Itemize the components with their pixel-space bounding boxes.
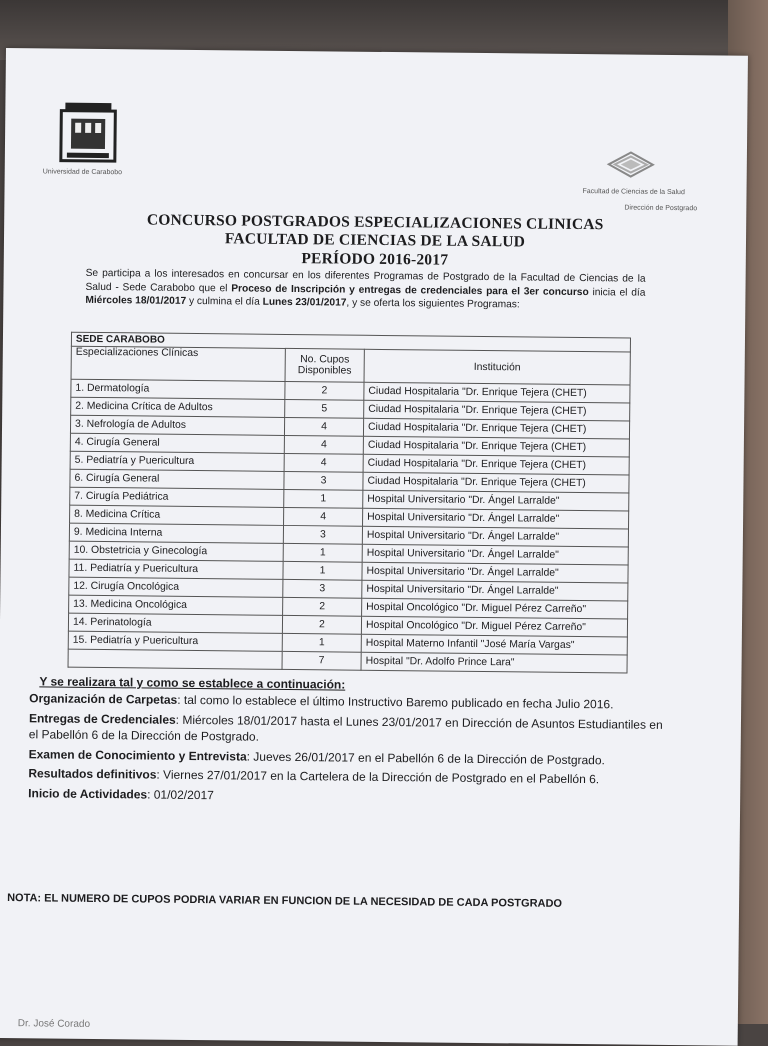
signature-text: Dr. José Corado — [17, 1018, 91, 1030]
schedule-item-text: : tal como lo establece el último Instructivo Baremo publicado en fecha Julio 2016. — [177, 692, 614, 712]
intro-bold-2: Miércoles 18/01/2017 — [85, 294, 187, 307]
schedule-item-text: : Viernes 27/01/2017 en la Cartelera de la Dirección de Postgrado en el Pabellón 6. — [156, 767, 600, 787]
cupos-cell: 4 — [284, 417, 363, 436]
schedule-heading: Y se realizara tal y como se establece a continuación: — [39, 674, 346, 692]
title-line-2: FACULTAD DE CIENCIAS DE LA SALUD — [224, 230, 526, 251]
especialidad-cell: 3. Nefrología de Adultos — [70, 415, 284, 435]
cupos-cell: 1 — [284, 489, 363, 508]
title-line-1: CONCURSO POSTGRADOS ESPECIALIZACIONES CLINICAS — [146, 211, 604, 234]
cupos-cell: 2 — [283, 597, 362, 616]
especialidad-cell — [68, 649, 282, 669]
header-institucion: Institución — [364, 349, 630, 385]
cupos-cell: 5 — [285, 399, 364, 418]
especialidad-cell: 5. Pediatría y Puericultura — [70, 451, 284, 471]
especialidad-cell: 11. Pediatría y Puericultura — [69, 559, 283, 579]
especialidad-cell: 1. Dermatología — [71, 379, 285, 399]
especialidad-cell: 4. Cirugía General — [70, 433, 284, 453]
schedule-item-text: : Jueves 26/01/2017 en el Pabellón 6 de la Dirección de Postgrado. — [246, 749, 605, 767]
institucion-cell: Hospital Materno Infantil "José María Vargas" — [361, 634, 627, 655]
note-text: NOTA: EL NUMERO DE CUPOS PODRIA VARIAR EN FUNCION DE LA NECESIDAD DE CADA POSTGRADO — [7, 892, 563, 910]
institucion-cell: Ciudad Hospitalaria "Dr. Enrique Tejera (CHET) — [363, 418, 629, 439]
especialidad-cell: 8. Medicina Crítica — [70, 505, 284, 525]
sede-label: SEDE CARABOBO — [71, 332, 630, 352]
especialidad-cell: 14. Perinatología — [68, 613, 282, 633]
header-especialidad: Especializaciones Clínicas — [71, 346, 285, 381]
schedule-item — [29, 710, 671, 750]
institucion-cell: Hospital Universitario "Dr. Ángel Larralde" — [363, 490, 629, 511]
schedule-item — [28, 785, 670, 808]
cupos-cell: 2 — [285, 381, 364, 400]
cupos-cell: 4 — [284, 453, 363, 472]
intro-bold-3: Lunes 23/01/2017 — [262, 296, 347, 309]
document-page — [0, 48, 748, 1046]
cupos-cell: 1 — [283, 543, 362, 562]
cupos-cell: 1 — [282, 633, 361, 652]
especialidad-cell: 10. Obstetricia y Ginecología — [69, 541, 283, 561]
programs-table — [68, 332, 631, 674]
schedule-item-label: Resultados definitivos — [28, 766, 157, 782]
institucion-cell: Hospital Universitario "Dr. Ángel Larralde" — [362, 526, 628, 547]
cupos-cell: 3 — [283, 525, 362, 544]
institucion-cell: Ciudad Hospitalaria "Dr. Enrique Tejera (CHET) — [363, 436, 629, 457]
especialidad-cell: 9. Medicina Interna — [69, 523, 283, 543]
intro-paragraph — [85, 267, 645, 313]
cupos-cell: 4 — [284, 435, 363, 454]
cupos-cell: 2 — [282, 615, 361, 634]
header-cupos: No. Cupos Disponibles — [285, 348, 364, 382]
cupos-cell: 7 — [282, 651, 361, 670]
especialidad-cell: 13. Medicina Oncológica — [69, 595, 283, 615]
schedule-item-label: Entregas de Credenciales — [28, 710, 176, 727]
intro-bold-1: Proceso de Inscripción y entregas de credenciales para el 3er concurso — [231, 282, 589, 298]
especialidad-cell: 15. Pediatría y Puericultura — [68, 631, 282, 651]
institucion-cell: Hospital Universitario "Dr. Ángel Larralde" — [362, 562, 628, 583]
institucion-cell: Ciudad Hospitalaria "Dr. Enrique Tejera (CHET) — [364, 400, 630, 421]
especialidad-cell: 6. Cirugía General — [70, 469, 284, 489]
institucion-cell: Ciudad Hospitalaria "Dr. Enrique Tejera (CHET) — [364, 382, 630, 403]
intro-text-4: , y se oferta los siguientes Programas: — [346, 297, 520, 311]
schedule-item-label: Organización de Carpetas — [29, 691, 178, 707]
cupos-cell: 1 — [283, 561, 362, 580]
cupos-cell: 3 — [283, 579, 362, 598]
intro-text-1: Se participa a los interesados en concursar en los diferentes Programas de Postgrado de la Facultad de Ciencias de la Salud - Sede Carabobo que el — [85, 267, 646, 294]
faculty-logo-icon — [605, 148, 657, 183]
schedule-item-label: Inicio de Actividades — [28, 785, 148, 802]
especialidad-cell: 12. Cirugía Oncológica — [69, 577, 283, 597]
department-caption: Dirección de Postgrado — [624, 204, 698, 213]
schedule-item-text: : Miércoles 18/01/2017 hasta el Lunes 23/01/2017 en Dirección de Asuntos Estudiantiles en el Pabellón 6 de la Dirección de Postgrado. — [28, 712, 663, 744]
intro-text-3: y culmina el día — [186, 295, 263, 308]
institucion-cell: Hospital "Dr. Adolfo Prince Lara" — [361, 652, 627, 673]
especialidad-cell: 2. Medicina Crítica de Adultos — [71, 397, 285, 417]
institucion-cell: Hospital Universitario "Dr. Ángel Larralde" — [362, 580, 628, 601]
university-seal-icon — [57, 101, 120, 166]
institucion-cell: Ciudad Hospitalaria "Dr. Enrique Tejera (CHET) — [363, 472, 629, 493]
university-caption: Universidad de Carabobo — [42, 168, 123, 177]
institucion-cell: Hospital Universitario "Dr. Ángel Larralde" — [362, 544, 628, 565]
schedule-item-text: : 01/02/2017 — [147, 787, 214, 802]
institucion-cell: Hospital Universitario "Dr. Ángel Larralde" — [363, 508, 629, 529]
schedule-list — [28, 690, 671, 811]
cupos-cell: 4 — [284, 507, 363, 526]
institucion-cell: Hospital Oncológico "Dr. Miguel Pérez Carreño" — [361, 616, 627, 637]
title-line-3: PERÍODO 2016-2017 — [301, 250, 449, 269]
institucion-cell: Hospital Oncológico "Dr. Miguel Pérez Carreño" — [362, 598, 628, 619]
especialidad-cell: 7. Cirugía Pediátrica — [70, 487, 284, 507]
cupos-cell: 3 — [284, 471, 363, 490]
schedule-item-label: Examen de Conocimiento y Entrevista — [28, 746, 247, 764]
intro-text-2: inicia el día — [588, 286, 646, 299]
institucion-cell: Ciudad Hospitalaria "Dr. Enrique Tejera (CHET) — [363, 454, 629, 475]
faculty-caption: Facultad de Ciencias de la Salud — [582, 188, 685, 197]
